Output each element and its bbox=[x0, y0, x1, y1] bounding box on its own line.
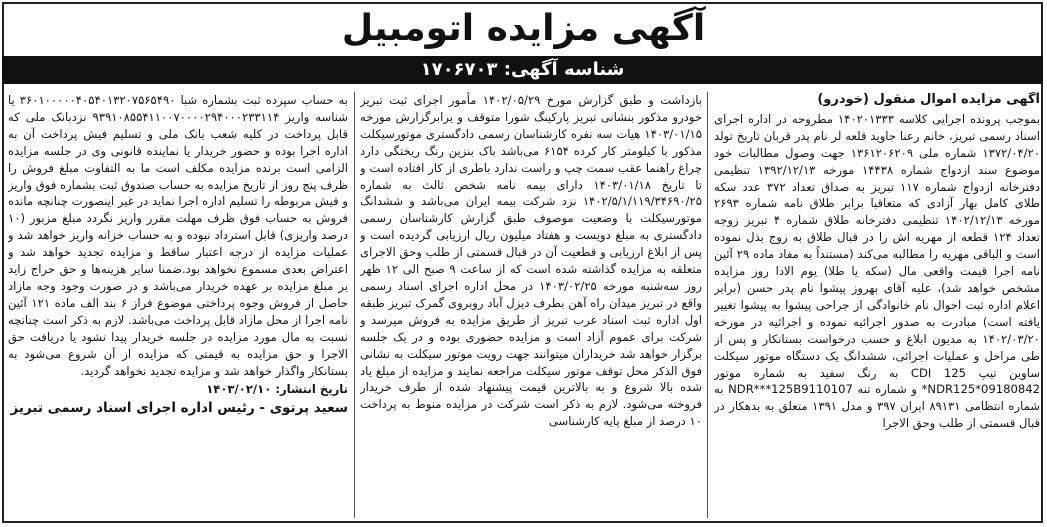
signature: سعید پرتوی - رئیس اداره اجرای اسناد رسمی تبریز bbox=[10, 400, 348, 417]
left-column bbox=[8, 92, 348, 522]
publish-date-line bbox=[8, 381, 348, 398]
column-divider-left bbox=[354, 92, 355, 518]
ad-id-bar: شناسه آگهی: ۱۷۰۶۷۰۳ bbox=[2, 56, 1043, 84]
section-heading: آگهی مزایده اموال منقول (خودرو) bbox=[817, 92, 1040, 107]
right-column-text: بموجب پرونده اجرایی کلاسه ۱۴۰۲۰۱۳۳۳ مطروحه در اداره اجرای اسناد رسمی تبریز، خانم رعنا جاوید قلعه لر نام پدر قربان تاریخ تولد ۱۳۷۲/۰۴/۲۰ شماره ملی ۱۳۶۱۲۰۶۲۰۹ جهت وصول مطالبات خود موضوع سند ازدواج شماره ۱۴۴۳۸ مورخه ۱۳۹۲/۱۲/۱۳ تنظیمی دفترخانه ازدواج شماره ۱۱۷ تبریز به صداق تعداد ۳۷۲ عدد سکه طلای کامل بهار آزادی که متعاقبا برابر طلاق نامه شماره ۲۶۹۳ مورخه ۱۴۰۲/۱۲/۱۳ تنظیمی دفترخانه طلاق شماره ۴ تبریز زوجه تعداد ۱۲۴ قطعه از مهریه اش را در قبال طلاق به زوج بذل نموده است و الباقی مهریه را مطالبه می‌کند (مستنداً به مفاد ماده ۲۹ آئین نامه اجرا قیمت واقعی مال (سکه یا طلا) یوم الادا روز مزایده مشخص خواهد شد)، علیه آقای بهروز پیشوا نام پدر حسن (برابر اعلام اداره ثبت احوال نام خانوادگی از جراحی پیشوا به پیشوا تغییر یافته است) مبادرت به صدور اجرائیه نموده و اجرائیه در مورخه ۱۴۰۲/۰۳/۲۰ به مدیون ابلاغ و حسب درخواست بستانکار و پس از طی مراحل و عملیات اجرائی، ششدانگ یک دستگاه موتور سیکلت ساوین تیپ CDI 125 به رنگ سفید به شماره موتور NDR125*09180842* و شماره تنه NDR***125B9110107 به شماره انتظامی ۸۹۱۳۱ ایران ۳۹۷ و مدل ۱۳۹۱ متعلق به بدهکار در قبال قسمتی از طلب وحق الاجرا bbox=[714, 111, 1040, 431]
publish-date-label: تاریخ انتشار: bbox=[275, 382, 348, 397]
right-column bbox=[714, 92, 1040, 522]
middle-column-text: بازداشت و طبق گزارش مورخ ۱۴۰۲/۰۵/۲۹ مأمور اجرای ثبت تبریز خودرو مذکور بنشانی تبریز پارکینگ شورا متوقف و برابرگزارش مورخه ۱۴۰۳/۰۱/۱۵ هیات سه نفره کارشناسان رسمی دادگستری موتورسیکلت مذکور با کیلومتر کار کرده ۶۱۵۴ می‌باشد باک بنزین رنگ ریختگی دارد چراغ راهنما عقب سمت چپ و راست ندارد باطری از کار افتاده است و تا تاریخ ۱۴۰۳/۰۱/۱۸ دارای بیمه نامه شخص ثالث به شماره ۱۴۰۲/۵/۱/۱۱۹/۳۴۶۹۰/۲۵ نزد شرکت بیمه ایران می‌باشد و ششدانگ موتورسیکلت با وضعیت موصوف طبق گزارش کارشناسان رسمی دادگستری به مبلغ دویست و هفتاد میلیون ریال ارزیابی گردیده است و پس از ابلاغ ارزیابی و قطعیت آن در قبال قسمتی از طلب وحق الاجرای متعلقه به مزایده گذاشته شده است که از ساعت ۹ صبح الی ۱۲ ظهر روز سه‌شنبه مورخه ۱۴۰۳/۰۲/۲۵ در محل اداره اجرای اسناد رسمی واقع در تبریز میدان راه آهن بطرف دیزل آباد روبروی گمرک تبریز طبقه اول اداره ثبت اسناد غرب تبریز از طریق مزایده به فروش میرسد و شرکت برای عموم آزاد است و مزایده حضوری بوده و در یک جلسه برگزار خواهد شد خریداران میتوانند جهت رویت موتور سیکلت به نشانی فوق الذکر محل توقف موتور سیکلت مراجعه نمایند و مزایده از مبلغ یاد شده بالا شروع و به بالاترین قیمت پیشنهاد شده از طرف خریدار فروخته می‌شود. لازم به ذکر است شرکت در مزایده منوط به پرداخت ۱۰ درصد از مبلغ پایه کارشناسی bbox=[360, 93, 702, 429]
publish-date-value: ۱۴۰۳/۰۲/۱۰ bbox=[206, 382, 272, 397]
left-column-text: به حساب سپرده ثبت بشماره شبا ۳۶۰۱۰۰۰۰۰۴۰۵۴۰۱۳۲۰۷۵۶۵۴۹۰ یا شناسه واریز ۹۳۹۱۰۸۵۵۴۱۱۰۰۷۰۰۰۰۲۹۴۰۰۰۲۳۳۱۱۴ نزدبانک ملی که قابل پرداخت در کلیه شعب بانک ملی و تسلیم فیش پرداخت آن به اداره اجرا بوده و حضور خریدار یا نماینده قانونی وی در جلسه مزایده الزامی است برنده مزایده مکلف است ما به التفاوت مبلغ فروش را ظرف پنج روز از تاریخ مزایده به حساب صندوق ثبت بشماره فوق واریز و فیش مربوطه را تسلیم اداره اجرا نماید در غیر اینصورت چنانچه مانده فروش به حساب فوق ظرف مهلت مقرر واریز نگردد مبلغ مزبور (۱۰ درصد واریزی) قابل استرداد نبوده و به حساب خزانه واریز خواهد شد و عملیات مزایده از درجه اعتبار ساقط و مزایده تجدید خواهد شد و اعتراض بعدی مسموع نخواهد بود.ضمنا سایر هزینه‌ها و حق حراج زاید بر مبلغ مزایده بر عهده خریدار می‌باشد و در صورت وجود وجه مازاد حاصل از فروش وجوه پرداختی موضوع فراز ۶ بند الف ماده ۱۲۱ آئین نامه اجرا از محل مازاد قابل پرداخت می‌باشد. لازم به ذکر است چنانچه نسبت به مال مورد مزایده در جلسه خریدار پیدا نشود یا دریافت حق الاجرا و حق مزایده به قیمتی که مزایده از آن شروع می‌شود به بستانکار واگذار خواهد شد و مزایده تجدید نخواهد گردید. bbox=[8, 93, 348, 378]
middle-column bbox=[360, 92, 702, 522]
ad-title: آگهی مزایده اتومبیل bbox=[341, 8, 706, 49]
column-divider-right bbox=[707, 92, 708, 518]
